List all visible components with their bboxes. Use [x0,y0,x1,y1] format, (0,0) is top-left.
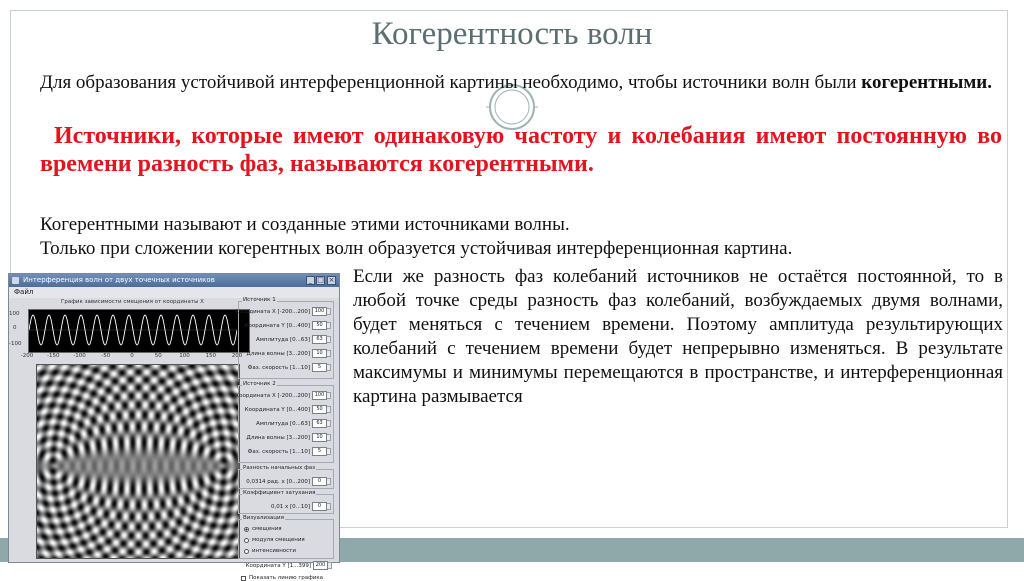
show-graph-label: Показать линию графика [249,575,324,581]
viz-option-magnitude[interactable] [244,537,305,543]
source2-y-label: Координата Y [0...400] [244,406,310,413]
source2-wl-label: Длина волны [3...200] [246,434,310,441]
damping-group [238,490,334,514]
viz-option-label: модуля смещения [252,537,305,543]
source2-speed-row [248,447,331,456]
phase-label: Разность начальных фаз [243,465,316,471]
phase-row [246,477,331,486]
phase-text: 0,0314 рад. x [0...200] [246,478,310,485]
source2-amp-input[interactable]: 63 [312,419,327,428]
source1-x-label: Координата X [-200...200] [235,308,310,315]
slide-title: Когерентность волн [371,16,653,52]
intro-paragraph: Для образования устойчивой интерференционной картины необходимо, чтобы источники волн были когерентными. [40,72,992,93]
source2-label: Источник 2 [243,381,276,387]
close-icon[interactable]: × [328,276,335,284]
source1-wl-input[interactable]: 10 [312,349,327,358]
viz-label: Визуализация [243,515,284,521]
source1-wl-row [247,349,331,358]
damping-row [271,502,331,511]
source1-speed-row [248,363,331,372]
source1-label: Источник 1 [243,297,276,303]
source2-group [235,381,334,463]
waves-paragraph: Когерентными называют и созданные этими источниками волны. [40,214,570,235]
x-tick-label: -200 [20,353,34,359]
phase-group [238,465,334,489]
source1-amp-input[interactable]: 63 [312,335,327,344]
x-tick-label: 50 [154,353,162,359]
show-graph-checkbox[interactable] [241,575,323,581]
x-tick-label: 100 [179,353,190,359]
x-tick-label: 200 [231,353,243,359]
spin-icon[interactable] [327,448,331,455]
spin-icon[interactable] [327,364,331,371]
source1-amp-label: Амплитуда [0...63] [255,336,310,343]
plot-caption: График зависимости смещения от координаты X [61,299,204,305]
source2-speed-label: Фаз. скорость [1...10] [247,448,310,455]
y-tick-label: 100 [9,311,20,317]
damping-label: Коэффициент затухания [243,490,316,496]
radio-icon [244,527,249,532]
source2-speed-input[interactable]: 5 [312,447,327,456]
checkbox-icon [241,576,246,581]
source1-y-input[interactable]: 50 [312,321,327,330]
app-menubar [9,287,339,298]
coord-y-input[interactable]: 200 [313,561,328,570]
spin-icon[interactable] [327,406,331,413]
spin-icon[interactable] [327,350,331,357]
source2-y-input[interactable]: 50 [312,405,327,414]
radio-icon [244,538,249,543]
source2-x-row [235,391,331,400]
source2-x-label: Координата X [-200...200] [235,392,310,399]
coord-y-row [246,561,332,570]
interference-app-window [8,273,340,581]
spin-icon[interactable] [327,392,331,399]
source1-y-row [245,321,331,330]
viz-option-intensity[interactable] [244,548,296,554]
viz-option-displacement[interactable] [244,526,282,532]
damping-text: 0,01 x [0...10] [270,503,310,510]
phase-input[interactable]: 0 [312,477,327,486]
source1-group [235,297,334,379]
viz-option-label: интенсивности [252,548,296,554]
radio-icon [244,549,249,554]
viz-option-label: смещения [252,526,282,532]
maximize-icon[interactable]: □ [317,276,324,284]
stable-pattern-paragraph: Только при сложении когерентных волн образуется устойчивая интерференционная картина. [40,238,793,259]
x-tick-label: 150 [205,353,216,359]
coord-y-label: Координата Y [1...399] [245,562,311,569]
displacement-plot-svg [29,310,237,350]
spin-icon[interactable] [327,420,331,427]
accent-bar-bottom [340,538,1024,562]
source2-x-input[interactable]: 100 [312,391,327,400]
y-tick-label: -100 [9,341,22,347]
source2-y-row [245,405,331,414]
source2-amp-label: Амплитуда [0...63] [255,420,310,427]
spin-icon[interactable] [327,434,331,441]
app-icon [12,277,19,284]
interference-pattern [36,364,240,559]
source1-y-label: Координата Y [0...400] [244,322,310,329]
source1-x-input[interactable]: 100 [312,307,327,316]
source1-amp-row [256,335,331,344]
source1-speed-label: Фаз. скорость [1...10] [247,364,310,371]
displacement-plot [28,309,250,353]
source2-amp-row [256,419,331,428]
app-title-bar [9,274,339,287]
app-window-title: Интерференция волн от двух точечных источников [23,276,215,284]
x-ticks [20,353,243,361]
viz-group [238,515,334,559]
x-tick-label: -100 [73,353,86,359]
y-tick-label: 0 [13,325,17,331]
source1-speed-input[interactable]: 5 [312,363,327,372]
phase-paragraph: Если же разность фаз колебаний источников не остаётся постоянной, то в любой точке среды разность фаз колебаний, возбуждаемых двумя волнами, будет меняться с течением времени. Поэтому амплитуда результирующих колебаний с течением времени будет непрерывно изменяться. В результате максимумы и минимумы перемещаются в пространстве, и интерференционная картина размывается [353,266,1003,407]
spin-icon[interactable] [327,308,331,315]
minimize-icon[interactable]: _ [306,276,315,285]
spin-icon[interactable] [327,503,331,510]
menu-file[interactable]: Файл [14,288,34,296]
x-tick-label: -50 [101,353,111,359]
x-tick-label: -150 [47,353,60,359]
source2-wl-input[interactable]: 10 [312,433,327,442]
spin-icon[interactable] [327,322,331,329]
source1-x-row [235,307,331,316]
source1-wl-label: Длина волны [3...200] [246,350,310,357]
spin-icon[interactable] [328,562,332,569]
spin-icon[interactable] [327,336,331,343]
x-tick-label: 0 [130,353,134,359]
damping-input[interactable]: 0 [312,502,327,511]
source2-wl-row [247,433,331,442]
spin-icon[interactable] [327,478,331,485]
definition-paragraph: Источники, которые имеют одинаковую частоту и колебания имеют постоянную во времени разность фаз, называются когерентными. [40,123,1002,177]
